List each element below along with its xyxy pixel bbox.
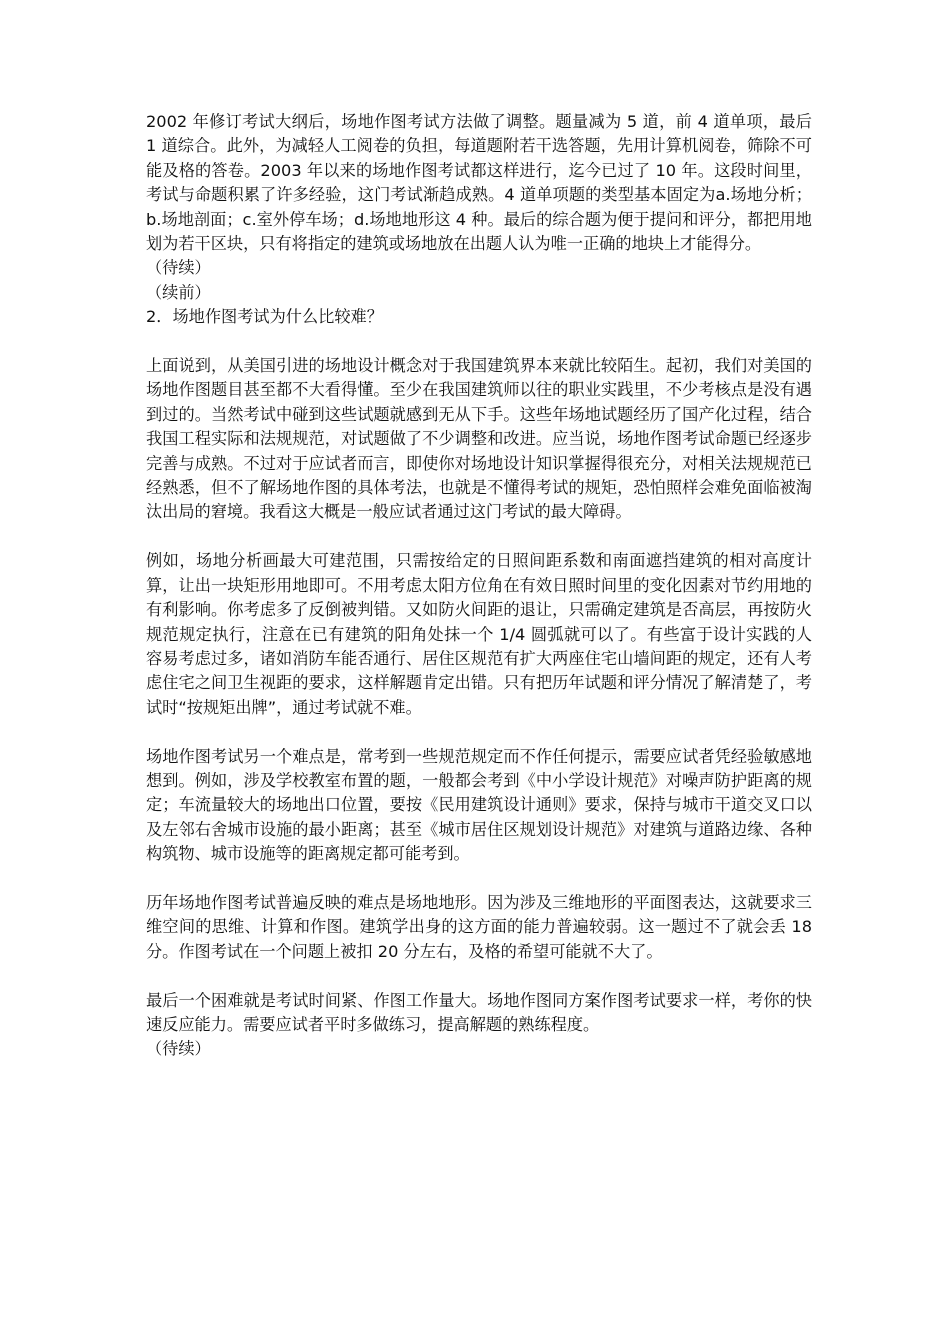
paragraph-spacer [146,720,812,744]
paragraph-example-analysis: 例如，场地分析画最大可建范围，只需按给定的日照间距系数和南面遮挡建筑的相对高度计算，让出一块矩形用地即可。不用考虑太阳方位角在有效日照时间里的变化因素对节约用地的有利影响。你考虑多了反倒被判错。又如防火间距的退让，只需确定建筑是否高层，再按防火规范规定执行，注意在已有建筑的阳角处抹一个 1/4 圆弧就可以了。有些富于设计实践的人容易考虑过多，诸如消防车能否通行、居住区规范有扩大两座住宅山墙间距的规定，还有人考虑住宅之间卫生视距的要求，这样解题肯定出错。只有把历年试题和评分情况了解清楚了，考试时“按规矩出牌”，通过考试就不难。 [146,551,812,717]
paragraph-time-pressure: 最后一个困难就是考试时间紧、作图工作量大。场地作图同方案作图考试要求一样，考你的快速反应能力。需要应试者平时多做练习，提高解题的熟练程度。 [146,990,812,1034]
to-be-continued-note: （待续） [146,258,211,278]
continued-from-note: （续前） [146,282,211,302]
paragraph-terrain: 历年场地作图考试普遍反映的难点是场地地形。因为涉及三维地形的平面图表达，这就要求三维空间的思维、计算和作图。建筑学出身的这方面的能力普遍较弱。这一题过不了就会丢 18 分。作图考试在一个问题上被扣 20 分左右，及格的希望可能就不大了。 [146,892,812,961]
paragraph-unprompted-rules: 场地作图考试另一个难点是，常考到一些规范规定而不作任何提示，需要应试者凭经验敏感地想到。例如，涉及学校教室布置的题，一般都会考到《中小学设计规范》对噪声防护距离的规定；车流量较大的场地出口位置，要按《民用建筑设计通则》要求，保持与城市干道交叉口以及左邻右舍城市设施的最小距离；甚至《城市居住区规划设计规范》对建筑与道路边缘、各种构筑物、城市设施等的距离规定都可能考到。 [146,746,812,864]
paragraph-spacer [146,330,812,354]
to-be-continued-note-end: （待续） [146,1039,211,1059]
paragraph-difficulty-intro: 上面说到，从美国引进的场地设计概念对于我国建筑界本来就比较陌生。起初，我们对美国的场地作图题目甚至都不大看得懂。至少在我国建筑师以往的职业实践里，不少考核点是没有遇到过的。当然考试中碰到这些试题就感到无从下手。这些年场地试题经历了国产化过程，结合我国工程实际和法规规范，对试题做了不少调整和改进。应当说，场地作图考试命题已经逐步完善与成熟。不过对于应试者而言，即使你对场地设计知识掌握得很充分，对相关法规规范已经熟悉，但不了解场地作图的具体考法，也就是不懂得考试的规矩，恐怕照样会难免面临被淘汰出局的窘境。我看这大概是一般应试者通过这门考试的最大障碍。 [146,356,812,522]
section-heading: 2．场地作图考试为什么比较难？ [146,307,383,327]
intro-paragraph: 2002 年修订考试大纲后，场地作图考试方法做了调整。题量减为 5 道，前 4 道单项，最后 1 道综合。此外，为减轻人工阅卷的负担，每道题附若干选答题，先用计算机阅卷，筛除不可能及格的答卷。2003 年以来的场地作图考试都这样进行，迄今已过了 10 年。这段时间里，考试与命题积累了许多经验，这门考试渐趋成熟。4 道单项题的类型基本固定为a.场地分析；b.场地剖面；c.室外停车场；d.场地地形这 4 种。最后的综合题为便于提问和评分，都把用地划为若干区块，只有将指定的建筑或场地放在出题人认为唯一正确的地块上才能得分。 [146,112,812,254]
paragraph-spacer [146,964,812,988]
paragraph-spacer [146,525,812,549]
paragraph-spacer [146,867,812,891]
document-body [146,110,812,1062]
